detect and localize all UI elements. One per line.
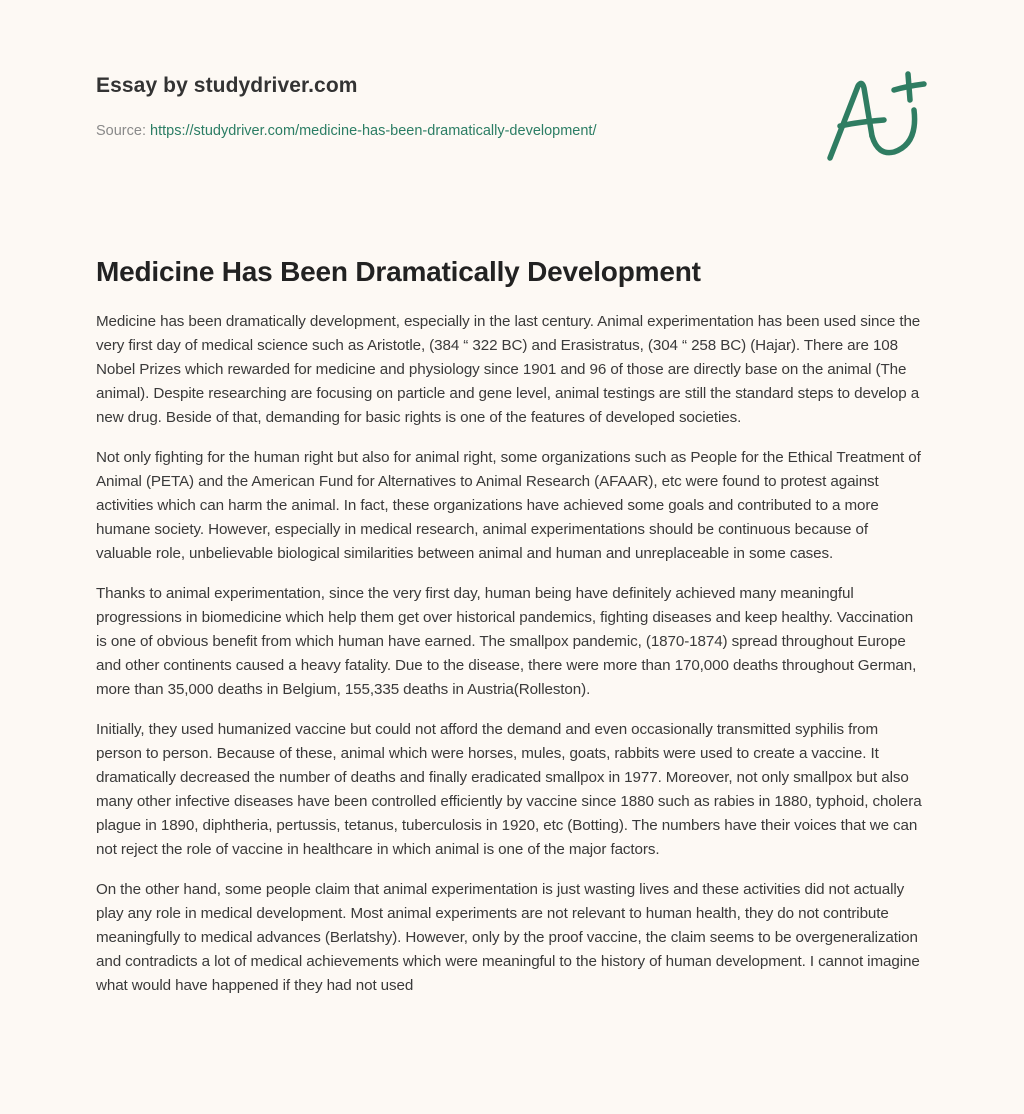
essay-paragraph: Not only fighting for the human right but also for animal right, some organizations such as People for the Ethical Treatment of Animal (PETA) and the American Fund for Alternatives to Animal Research (AFAAR), etc were found to protest against activities which can harm the animal. In fact, these organizations have achieved some goals and contributed to a more humane society. However, especially in medical research, animal experimentations should be continuous because of valuable role, unbelievable biological similarities between animal and human and unreplaceable in some cases. [96,449,921,562]
source-line [96,123,926,139]
essay-paragraph: Thanks to animal experimentation, since the very first day, human being have definitely achieved many meaningful progressions in biomedicine which help them get over historical pandemics, fighting diseases and keep healthy. Vaccination is one of obvious benefit from which human have earned. The smallpox pandemic, (1870-1874) spread throughout Europe and other continents caused a heavy fatality. Due to the disease, there were more than 170,000 deaths throughout German, more than 35,000 deaths in Belgium, 155,335 deaths in Austria(Rolleston). [96,585,917,698]
page-header [96,74,926,139]
a-plus-grade-icon [818,66,930,166]
source-label: Source: [96,123,146,139]
essay-content [96,256,926,1014]
essay-paragraph: On the other hand, some people claim that animal experimentation is just wasting lives and these activities did not actually play any role in medical development. Most animal experiments are not relevant to human health, they do not contribute meaningfully to medical advances (Berlatshy). However, only by the proof vaccine, the claim seems to be overgeneralization and contradicts a lot of medical achievements which were meaningful to the history of human development. I cannot imagine what would have happened if they had not used [96,881,920,994]
essay-paragraph: Initially, they used humanized vaccine but could not afford the demand and even occasionally transmitted syphilis from person to person. Because of these, animal which were horses, mules, goats, rabbits were used to create a vaccine. It dramatically decreased the number of deaths and finally eradicated smallpox in 1977. Moreover, not only smallpox but also many other infective diseases have been controlled efficiently by vaccine since 1880 such as rabies in 1880, typhoid, cholera plague in 1890, diphtheria, pertussis, tetanus, tuberculosis in 1920, etc (Botting). The numbers have their voices that we can not reject the role of vaccine in healthcare in which animal is one of the major factors. [96,721,922,858]
essay-paragraph: Medicine has been dramatically development, especially in the last century. Animal experimentation has been used since the very first day of medical science such as Aristotle, (384 “ 322 BC) and Erasistratus, (304 “ 258 BC) (Hajar). There are 108 Nobel Prizes which rewarded for medicine and physiology since 1901 and 96 of those are directly base on the animal (The animal). Despite researching are focusing on particle and gene level, animal testings are still the standard steps to develop a new drug. Beside of that, demanding for basic rights is one of the features of developed societies. [96,313,921,426]
site-title: Essay by studydriver.com [96,74,358,97]
essay-title: Medicine Has Been Dramatically Development [96,256,701,287]
source-link[interactable]: https://studydriver.com/medicine-has-been-dramatically-development/ [150,123,597,139]
